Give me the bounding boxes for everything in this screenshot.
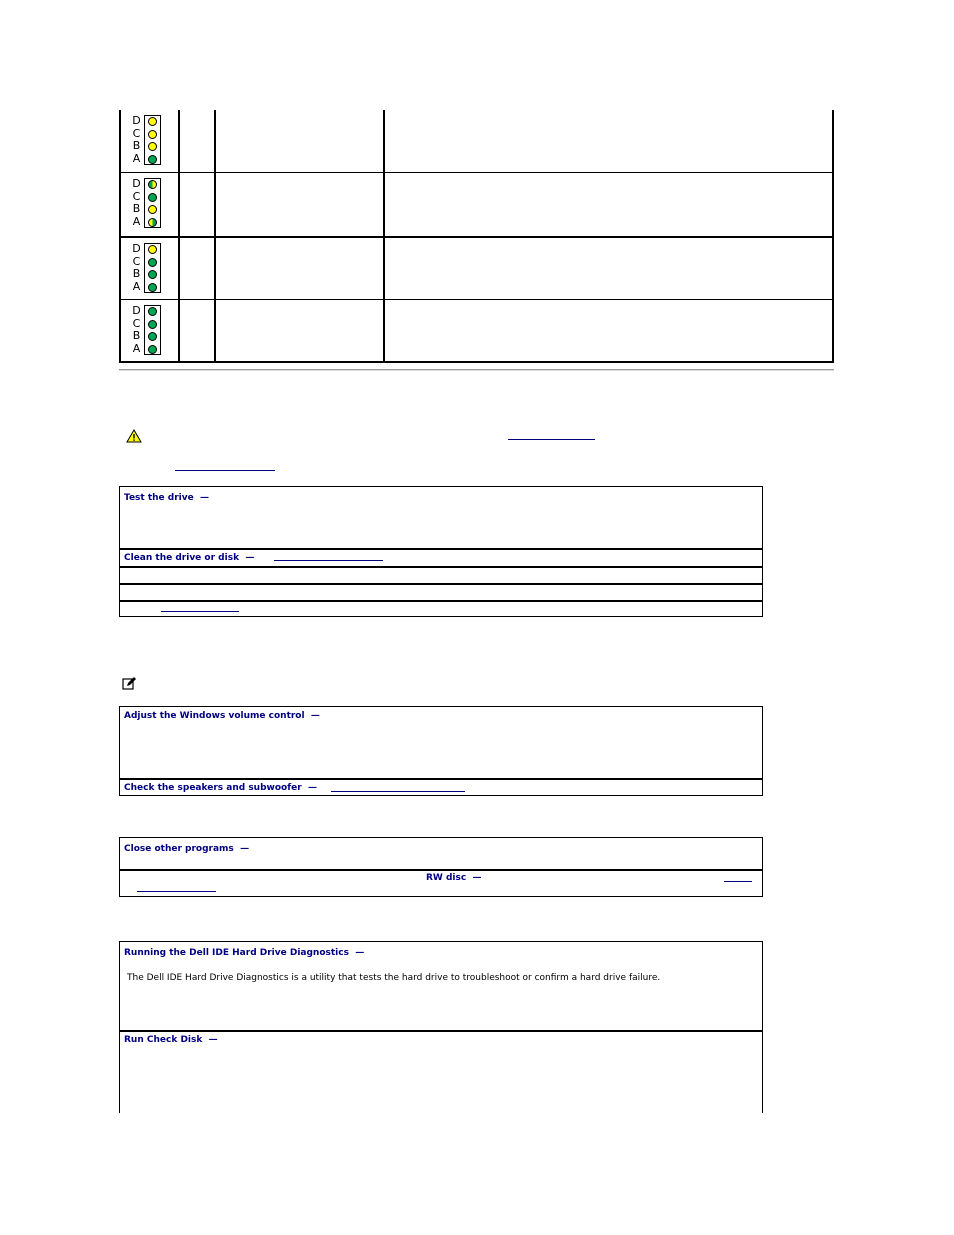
light-letters xyxy=(130,115,143,165)
cd-rw-problems-table xyxy=(119,837,763,897)
table-row xyxy=(120,487,762,548)
table-row xyxy=(120,600,762,616)
light-letter: A xyxy=(132,341,141,355)
light-letter: D xyxy=(132,177,141,190)
light-box xyxy=(144,305,161,355)
link-underline[interactable] xyxy=(508,439,595,440)
dell-ide-diagnostics-heading: Running the Dell IDE Hard Drive Diagnostics — xyxy=(124,948,365,958)
status-light-b xyxy=(148,205,157,214)
link-underline[interactable] xyxy=(331,791,465,792)
table-row xyxy=(120,869,762,896)
sound-problems-table xyxy=(119,706,763,796)
link-underline[interactable] xyxy=(137,891,216,892)
link-underline[interactable] xyxy=(724,881,752,882)
status-light-a xyxy=(148,345,157,354)
diagnostic-lights-table xyxy=(119,110,834,363)
status-light-b xyxy=(148,332,157,341)
light-letter: A xyxy=(132,279,141,293)
run-check-disk-heading: Run Check Disk — xyxy=(124,1035,218,1045)
light-letter: B xyxy=(132,202,141,215)
page-bottom-margin xyxy=(110,1113,780,1235)
status-light-b xyxy=(148,142,157,151)
test-the-drive-heading: Test the drive — xyxy=(124,493,210,503)
table-row xyxy=(120,583,762,600)
status-light-b xyxy=(148,270,157,279)
light-letter: B xyxy=(132,329,141,342)
light-letter: C xyxy=(132,316,141,330)
close-programs-heading: Close other programs — xyxy=(124,844,250,854)
light-box xyxy=(144,115,161,165)
diagnostic-row xyxy=(121,110,832,172)
table-row xyxy=(120,707,762,778)
light-letter: B xyxy=(132,267,141,280)
clean-drive-heading: Clean the drive or disk — xyxy=(124,553,255,563)
table-row xyxy=(120,566,762,583)
hard-drive-problems-table xyxy=(119,941,763,1131)
diagnostic-lights-indicator xyxy=(130,178,174,230)
status-light-a xyxy=(148,283,157,292)
diagnostic-lights-indicator xyxy=(130,305,174,357)
light-letters xyxy=(130,305,143,355)
light-letters xyxy=(130,243,143,293)
adjust-volume-heading: Adjust the Windows volume control — xyxy=(124,711,320,721)
status-light-c xyxy=(148,130,157,139)
check-speakers-heading: Check the speakers and subwoofer — xyxy=(124,783,317,793)
light-box xyxy=(144,243,161,293)
status-light-c xyxy=(148,193,157,202)
status-light-d xyxy=(148,307,157,316)
note-icon xyxy=(122,676,137,690)
status-light-d xyxy=(148,245,157,254)
link-underline[interactable] xyxy=(161,611,239,612)
link-underline[interactable] xyxy=(175,470,275,471)
diagnostic-row xyxy=(121,299,832,361)
light-letter: A xyxy=(132,151,141,165)
light-letter: B xyxy=(132,139,141,152)
light-letter: C xyxy=(132,254,141,268)
section-divider xyxy=(119,369,834,371)
light-letter: D xyxy=(132,114,141,127)
light-letter: A xyxy=(132,214,141,228)
drive-problems-table xyxy=(119,486,763,617)
diagnostic-row xyxy=(121,172,832,236)
diagnostic-lights-indicator xyxy=(130,115,174,167)
table-row xyxy=(120,548,762,566)
table-row xyxy=(120,942,762,1030)
table-row xyxy=(120,838,762,869)
rw-disc-heading: RW disc — xyxy=(426,873,482,883)
diagnostics-description: The Dell IDE Hard Drive Diagnostics is a utility that tests the hard drive to troubleshoot or confirm a hard drive failure. xyxy=(127,973,661,983)
status-light-a xyxy=(148,155,157,164)
light-letter: C xyxy=(132,189,141,203)
diagnostic-row xyxy=(121,236,832,299)
caution-icon xyxy=(126,429,142,443)
light-letter: D xyxy=(132,242,141,255)
status-light-a xyxy=(148,218,157,227)
light-letters xyxy=(130,178,143,228)
status-light-d xyxy=(148,180,157,189)
light-letter: D xyxy=(132,304,141,317)
table-row xyxy=(120,778,762,795)
light-letter: C xyxy=(132,126,141,140)
link-underline[interactable] xyxy=(274,560,383,561)
status-light-c xyxy=(148,320,157,329)
diagnostic-lights-indicator xyxy=(130,243,174,295)
light-box xyxy=(144,178,161,228)
status-light-d xyxy=(148,117,157,126)
status-light-c xyxy=(148,258,157,267)
